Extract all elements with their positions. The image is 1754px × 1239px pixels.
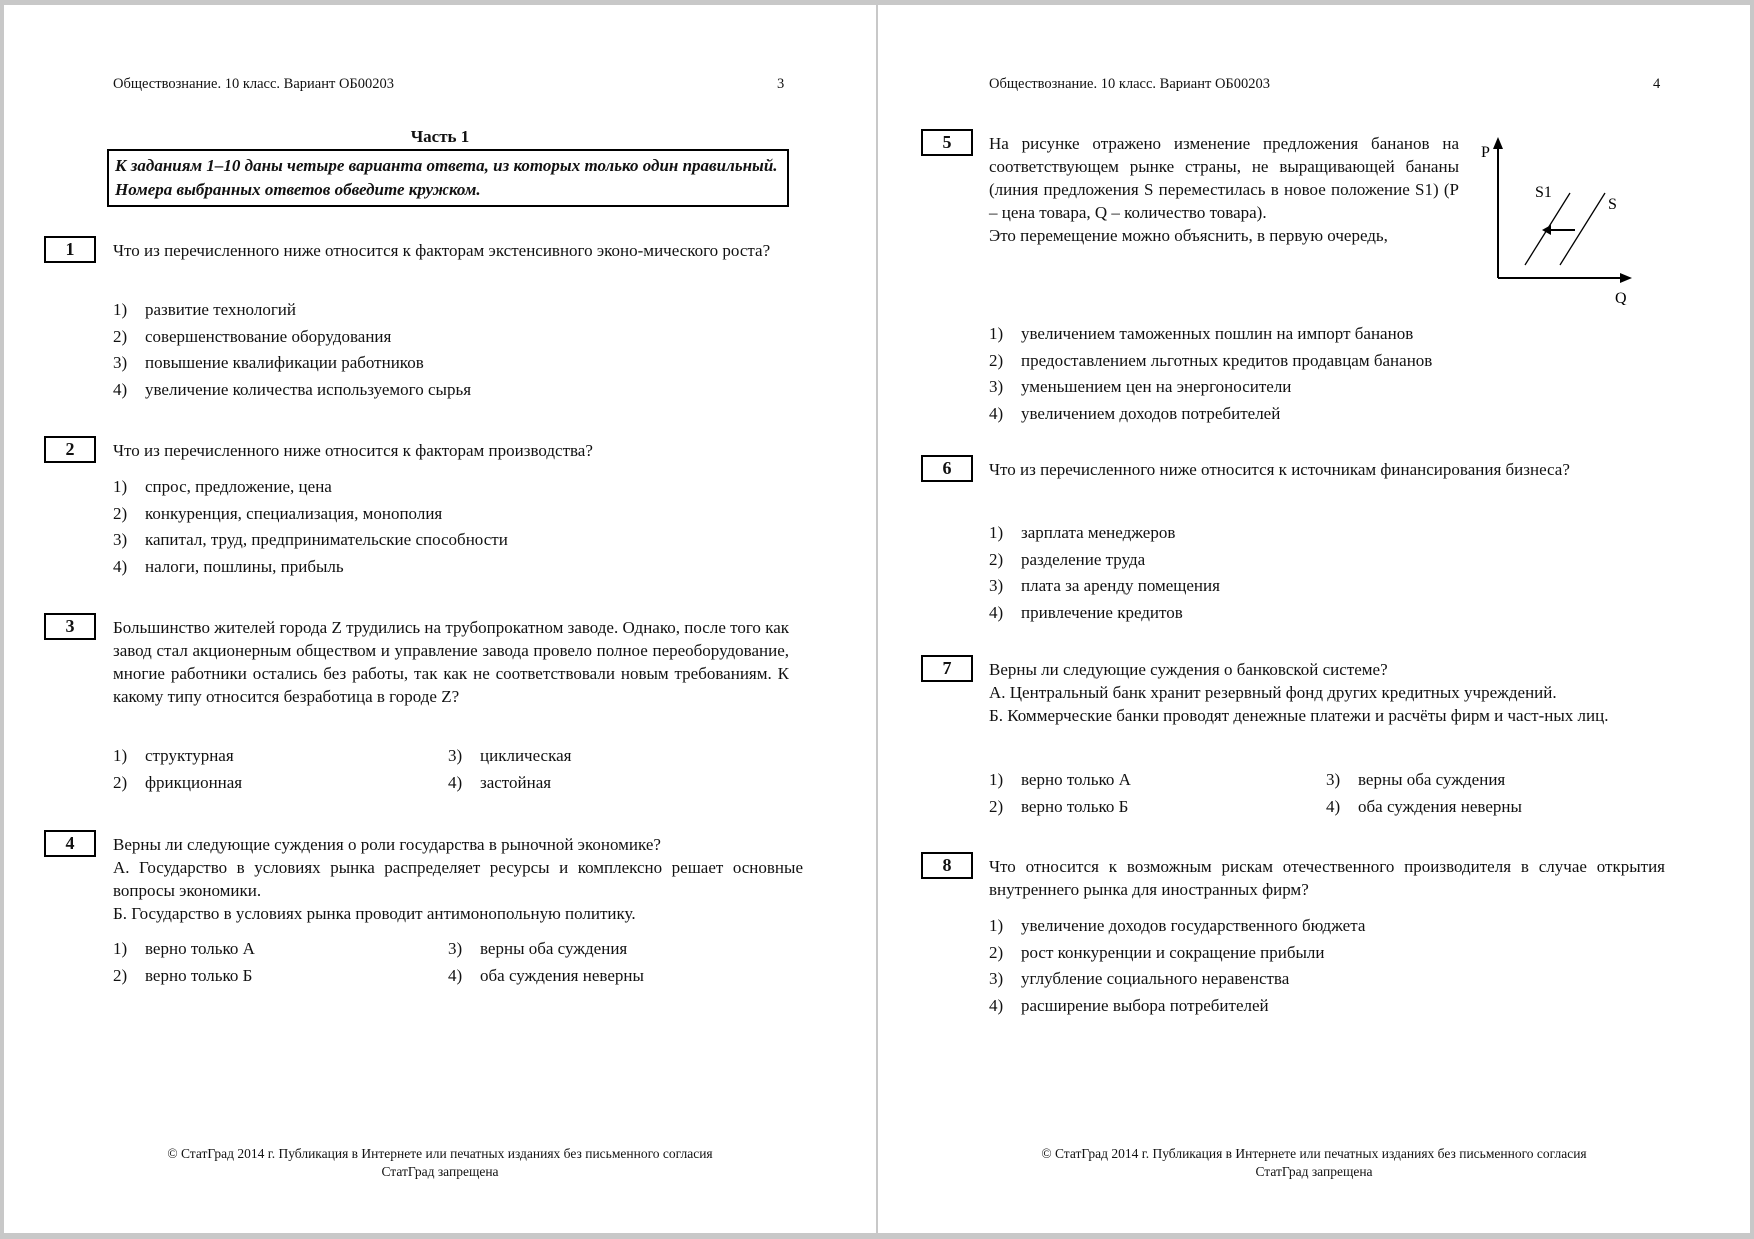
statement-a: А. Центральный банк хранит резервный фонд других кредитных учреждений. (989, 683, 1557, 702)
p-label: P (1481, 144, 1490, 161)
s1-label: S1 (1535, 184, 1552, 201)
answer-option[interactable]: 4) оба суждения неверны (448, 965, 644, 985)
answer-option[interactable]: 4) застойная (448, 772, 552, 792)
page-number: 4 (1653, 76, 1661, 92)
page-number: 3 (777, 76, 785, 92)
footer-line: © СтатГрад 2014 г. Публикация в Интернете или печатных изданиях без письменного согласия (167, 1146, 713, 1161)
page-header: Обществознание. 10 класс. Вариант ОБ00203 (113, 76, 394, 92)
answer-option[interactable]: 4) оба суждения неверны (1326, 796, 1522, 816)
q-label: Q (1615, 290, 1627, 305)
question-number-box: 6 (921, 455, 973, 482)
question-number-box: 4 (44, 830, 96, 857)
question-text: Что из перечисленного ниже относится к факторам производства? (113, 441, 593, 460)
answer-option[interactable]: 1) увеличением таможенных пошлин на импорт бананов (989, 324, 1414, 343)
answer-option[interactable]: 1) верно только А (113, 939, 255, 958)
statement-b: Б. Коммерческие банки проводят денежные платежи и расчёты фирм и част-ных лиц. (989, 706, 1609, 725)
answer-option[interactable]: 4) увеличение количества используемого сырья (113, 379, 472, 399)
statement-b: Б. Государство в условиях рынка проводит антимонопольную политику. (113, 904, 636, 923)
page-footer (4, 1145, 876, 1181)
question-text: Верны ли следующие суждения о роли государства в рыночной экономике? (113, 835, 661, 854)
question-number-box: 7 (921, 655, 973, 682)
question-text: Что относится к возможным рискам отечественного производителя в случае открытия внутреннего рынка для иностранных фирм? (989, 857, 1665, 899)
answer-option[interactable]: 3) уменьшением цен на энергоносители (989, 377, 1292, 396)
supply-shift-diagram (1478, 135, 1638, 305)
answer-option[interactable]: 3) капитал, труд, предпринимательские способности (113, 530, 508, 549)
answer-option[interactable]: 1) увеличение доходов государственного бюджета (989, 916, 1366, 935)
left-page (4, 5, 876, 1233)
answer-option[interactable]: 3) циклическая (448, 746, 572, 765)
answer-option[interactable]: 2) верно только Б (113, 965, 253, 985)
answer-options (113, 297, 471, 403)
answer-option[interactable]: 3) плата за аренду помещения (989, 576, 1220, 595)
answer-options (113, 474, 508, 580)
footer-line: СтатГрад запрещена (1255, 1164, 1373, 1179)
answer-option[interactable]: 4) налоги, пошлины, прибыль (113, 556, 344, 576)
answer-option[interactable]: 3) верны оба суждения (448, 939, 628, 958)
question-number-box: 8 (921, 852, 973, 879)
question-text: Что из перечисленного ниже относится к источникам финансирования бизнеса? (989, 460, 1570, 479)
answer-option[interactable]: 2) разделение труда (989, 549, 1146, 569)
answer-option[interactable]: 1) зарплата менеджеров (989, 523, 1176, 542)
question-text: Что из перечисленного ниже относится к факторам экстенсивного эконо-мического роста? (113, 241, 771, 260)
answer-options (113, 936, 748, 989)
instructions-box: К заданиям 1–10 даны четыре варианта ответа, из которых только один правильный. Номера выбранных ответов обведите кружком. (107, 149, 789, 207)
question-number-box: 1 (44, 236, 96, 263)
answer-option[interactable]: 1) структурная (113, 746, 234, 765)
answer-option[interactable]: 3) верны оба суждения (1326, 770, 1506, 789)
question-text-block (113, 833, 803, 925)
answer-options (989, 520, 1220, 626)
page-header: Обществознание. 10 класс. Вариант ОБ00203 (989, 76, 1270, 92)
answer-option[interactable]: 1) верно только А (989, 770, 1131, 789)
answer-option[interactable]: 2) фрикционная (113, 772, 243, 792)
p-axis-arrow (1493, 137, 1503, 149)
answer-option[interactable]: 2) предоставлением льготных кредитов продавцам бананов (989, 350, 1433, 370)
answer-option[interactable]: 2) совершенствование оборудования (113, 326, 392, 346)
answer-option[interactable]: 3) углубление социального неравенства (989, 969, 1290, 988)
right-page (878, 5, 1750, 1233)
statement-a: А. Государство в условиях рынка распределяет ресурсы и комплексно решает основные вопросы экономики. (113, 858, 803, 900)
answer-option[interactable]: 2) конкуренция, специализация, монополия (113, 503, 443, 523)
answer-option[interactable]: 3) повышение квалификации работников (113, 353, 424, 372)
answer-option[interactable]: 1) развитие технологий (113, 300, 296, 319)
question-number-box: 2 (44, 436, 96, 463)
page-footer (878, 1145, 1750, 1181)
answer-option[interactable]: 1) спрос, предложение, цена (113, 477, 332, 496)
shift-arrowhead (1542, 225, 1551, 235)
answer-options (113, 743, 748, 796)
question-text: На рисунке отражено изменение предложения бананов на соответствующем рынке страны, не выращивающей бананы (линия предложения S переместилась в новое положение S1) (P – цена товара, Q – количество товара). (989, 134, 1459, 222)
footer-line: СтатГрад запрещена (381, 1164, 499, 1179)
question-text: Это перемещение можно объяснить, в первую очередь, (989, 226, 1388, 245)
question-text: Большинство жителей города Z трудились на трубопрокатном заводе. Однако, после того как завод стал акционерным обществом и управление завода провело полное переоборудование, многие работники остались без работы, так как не соответствовали новым требованиям. К какому типу относится безработица в городе Z? (113, 618, 789, 706)
q-axis-arrow (1620, 273, 1632, 283)
answer-option[interactable]: 4) привлечение кредитов (989, 602, 1183, 622)
answer-option[interactable]: 4) расширение выбора потребителей (989, 995, 1269, 1015)
answer-option[interactable]: 4) увеличением доходов потребителей (989, 403, 1281, 423)
s-label: S (1608, 196, 1617, 213)
answer-options (989, 767, 1626, 820)
question-number-box: 5 (921, 129, 973, 156)
answer-option[interactable]: 2) верно только Б (989, 796, 1129, 816)
question-number-box: 3 (44, 613, 96, 640)
answer-option[interactable]: 2) рост конкуренции и сокращение прибыли (989, 942, 1325, 962)
question-text: Верны ли следующие суждения о банковской системе? (989, 660, 1388, 679)
part-title: Часть 1 (410, 127, 470, 146)
question-text-block (989, 132, 1459, 247)
answer-options (989, 913, 1365, 1019)
answer-options (989, 321, 1432, 427)
footer-line: © СтатГрад 2014 г. Публикация в Интернете или печатных изданиях без письменного согласия (1041, 1146, 1587, 1161)
question-text-block (989, 658, 1665, 727)
